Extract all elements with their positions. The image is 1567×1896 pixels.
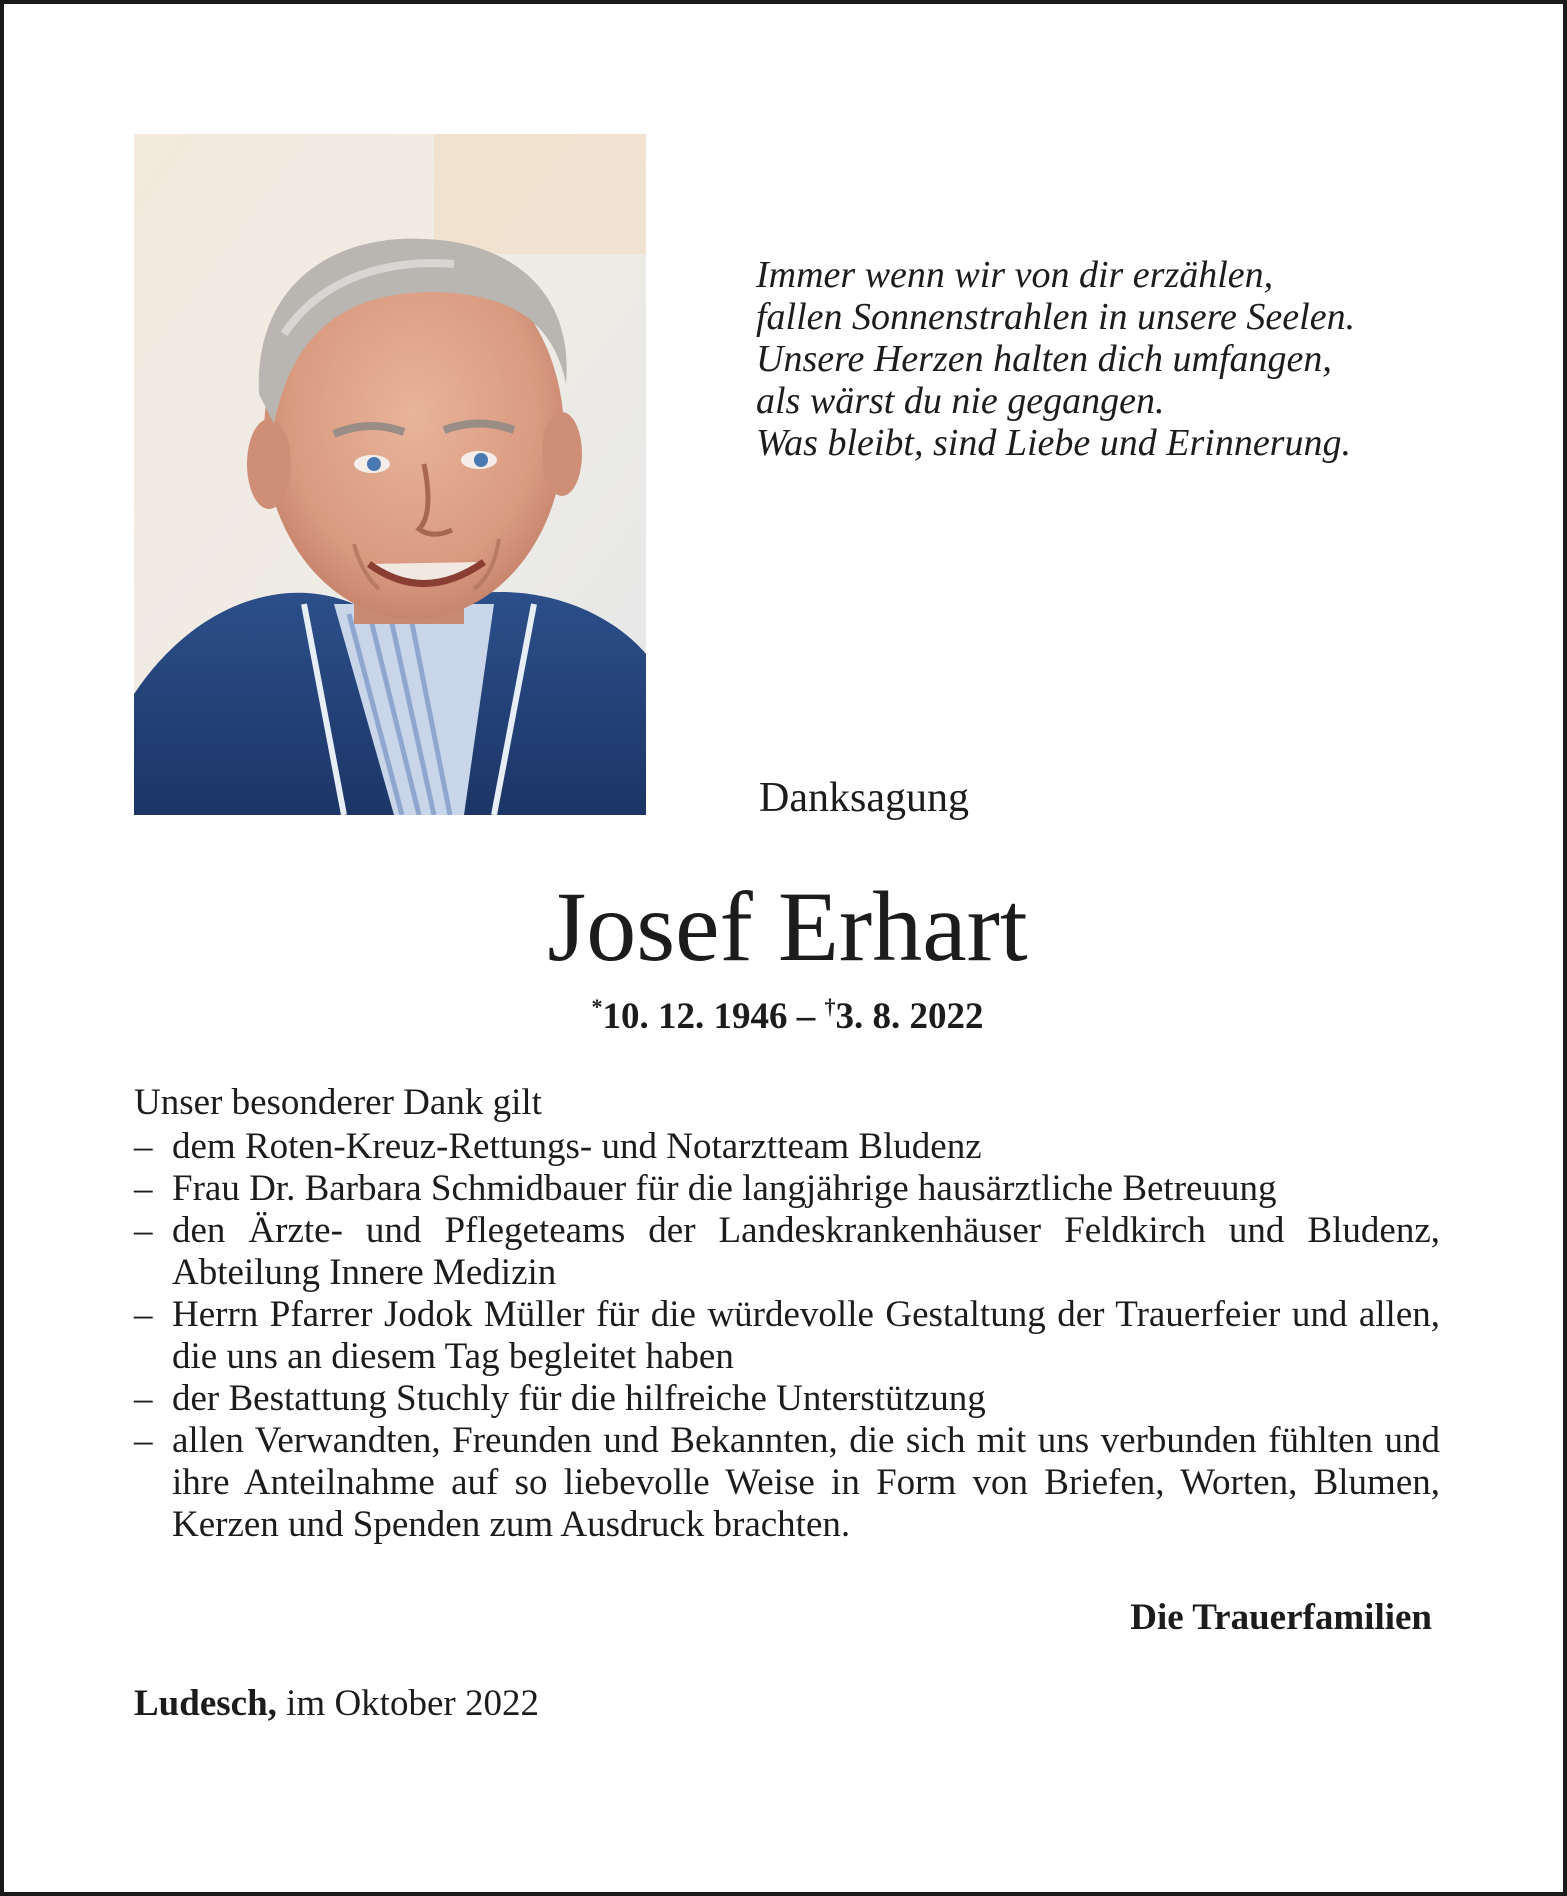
list-item: [134, 1210, 1440, 1294]
date-separator: –: [787, 996, 825, 1037]
memorial-poem: [756, 254, 1476, 464]
list-dash: –: [134, 1210, 153, 1251]
birth-date: 10. 12. 1946: [602, 996, 788, 1037]
place-and-date: [134, 1682, 539, 1725]
list-item-text: allen Verwandten, Freunden und Bekannten, die sich mit uns verbunden fühlten und ihre Anteilnahme auf so liebevolle Weise in Form von Briefen, Worten, Blumen, Kerzen und Spenden zum Ausdruck brachten.: [172, 1420, 1440, 1545]
poem-line: fallen Sonnenstrahlen in unsere Seelen.: [756, 296, 1356, 338]
list-dash: –: [134, 1126, 153, 1167]
thanks-intro: Unser besonderer Dank gilt: [134, 1082, 542, 1123]
birth-symbol: *: [591, 994, 603, 1019]
list-item-text: Herrn Pfarrer Jodok Müller für die würdevolle Gestaltung der Trauerfeier und allen, die uns an diesem Tag begleitet haben: [172, 1294, 1440, 1377]
list-item: [134, 1420, 1440, 1546]
list-item: [134, 1294, 1440, 1378]
list-item: [134, 1168, 1440, 1210]
thanks-list: [134, 1126, 1440, 1546]
poem-line: als wärst du nie gegangen.: [756, 380, 1165, 422]
poem-line: Unsere Herzen halten dich umfangen,: [756, 338, 1332, 380]
death-symbol: †: [824, 994, 836, 1019]
thanks-section: [134, 1082, 1440, 1546]
signature: Die Trauerfamilien: [1130, 1597, 1432, 1638]
list-dash: –: [134, 1294, 153, 1335]
list-item-text: den Ärzte- und Pflegeteams der Landeskrankenhäuser Feldkirch und Bludenz, Abteilung Innere Medizin: [172, 1210, 1440, 1293]
portrait-illustration: [134, 134, 646, 815]
list-item-text: der Bestattung Stuchly für die hilfreiche Unterstützung: [172, 1378, 986, 1419]
poem-line: Was bleibt, sind Liebe und Erinnerung.: [756, 422, 1351, 464]
list-item: [134, 1378, 1440, 1420]
list-dash: –: [134, 1168, 153, 1209]
notice-heading: Danksagung: [759, 775, 969, 821]
deceased-name: Josef Erhart: [547, 871, 1028, 982]
list-dash: –: [134, 1378, 153, 1419]
list-item-text: dem Roten-Kreuz-Rettungs- und Notarztteam Bludenz: [172, 1126, 982, 1167]
place-date: im Oktober 2022: [276, 1683, 539, 1724]
death-date: 3. 8. 2022: [835, 996, 984, 1037]
portrait-photo: [134, 134, 646, 815]
list-dash: –: [134, 1420, 153, 1461]
life-dates: [4, 994, 1567, 1038]
list-item: [134, 1126, 1440, 1168]
place-town: Ludesch,: [134, 1683, 277, 1724]
list-item-text: Frau Dr. Barbara Schmidbauer für die langjährige hausärztliche Betreuung: [172, 1168, 1277, 1209]
poem-line: Immer wenn wir von dir erzählen,: [756, 254, 1274, 296]
